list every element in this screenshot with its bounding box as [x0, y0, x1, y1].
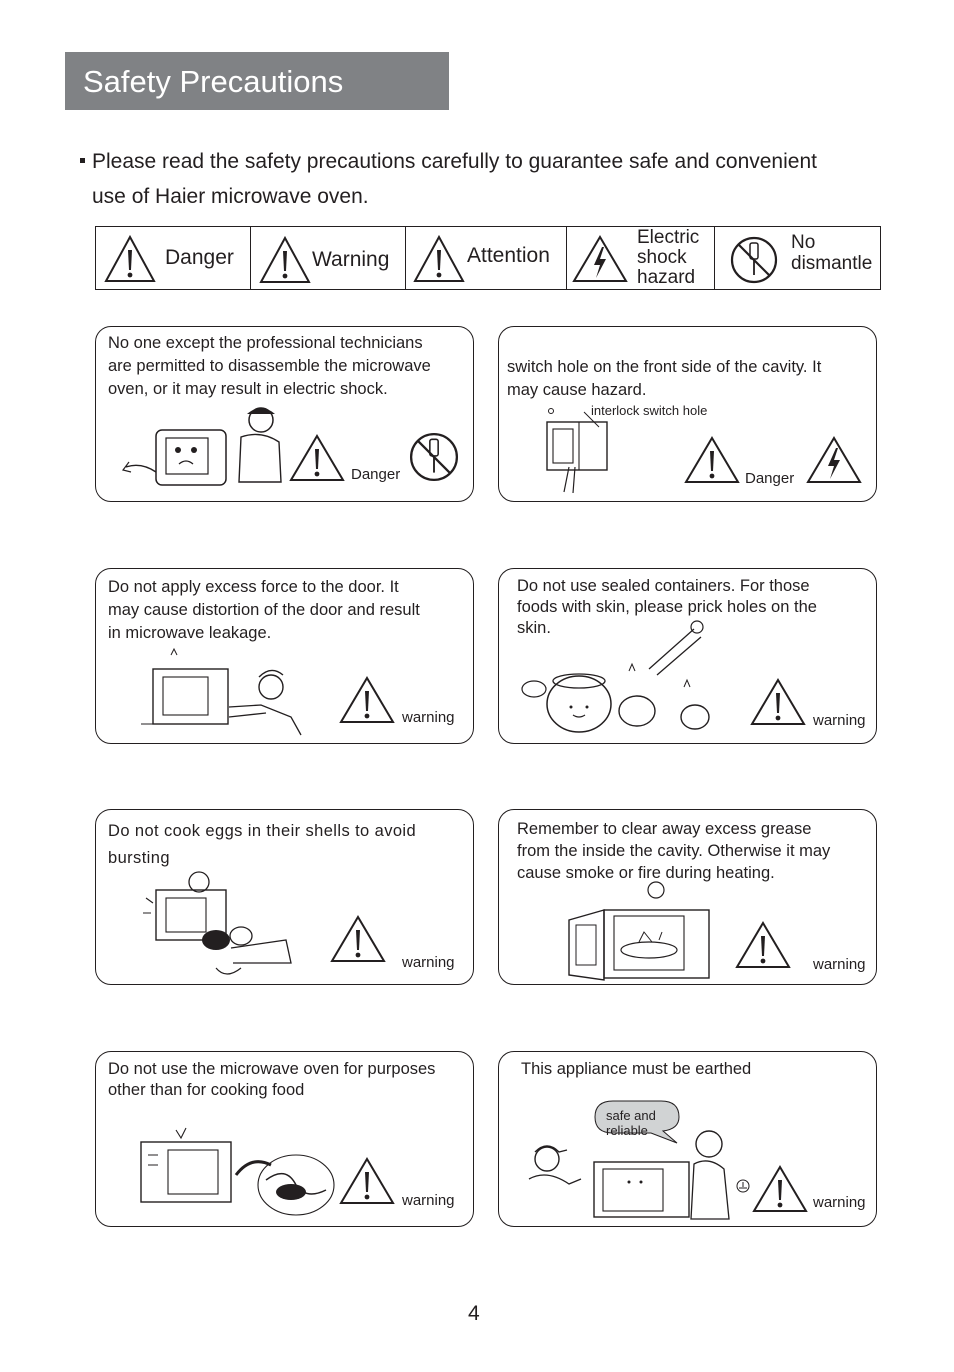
exclamation-triangle-icon [258, 235, 312, 285]
technician-illustration [121, 402, 291, 497]
intro-line-2: use of Haier microwave oven. [92, 185, 369, 208]
earthing-illustration [519, 1124, 759, 1224]
box-text [517, 818, 867, 884]
legend-label-warning: Warning [312, 248, 390, 271]
signal-word: warning [813, 712, 866, 729]
precaution-box-purpose [95, 1051, 474, 1227]
box-line: oven, or it may result in electric shock. [108, 380, 388, 398]
legend-cell-no-dismantle [715, 227, 880, 289]
legend-cell-warning [251, 227, 406, 289]
exclamation-triangle-icon [338, 675, 396, 725]
legend-cell-attention [406, 227, 567, 289]
precaution-box-earthed [498, 1051, 877, 1227]
box-line: cause smoke or fire during heating. [517, 864, 775, 882]
box-text [108, 576, 468, 645]
signal-word: warning [402, 709, 455, 726]
signal-word: Danger [351, 466, 401, 483]
box-line: skin. [517, 619, 551, 637]
box-text [521, 1058, 861, 1081]
title-bar [65, 52, 449, 110]
exclamation-triangle-icon [749, 677, 807, 727]
legend-label-dismantle: dismantle [791, 253, 873, 274]
symbol-legend [95, 226, 881, 290]
precaution-box-eggs [95, 809, 474, 985]
signal-word: Danger [745, 470, 795, 487]
legend-label-danger: Danger [165, 246, 234, 269]
no-dismantle-icon [408, 431, 460, 483]
box-text [507, 356, 873, 402]
box-line: may cause hazard. [507, 381, 647, 399]
box-line: Do not use the microwave oven for purposes [108, 1060, 436, 1078]
signal-word: warning [813, 1194, 866, 1211]
illustration-caption: interlock switch hole [591, 403, 708, 418]
box-line: Do not apply excess force to the door. It [108, 578, 399, 596]
no-dismantle-icon [729, 235, 779, 285]
signal-word: warning [402, 1192, 455, 1209]
precaution-box-interlock [498, 326, 877, 502]
precaution-box-sealed-containers [498, 568, 877, 744]
intro-line-1: Please read the safety precautions carefully to guarantee safe and convenient [92, 150, 817, 173]
legend-label-no: No [791, 232, 816, 253]
bubble-line: safe and [606, 1108, 656, 1123]
page-number: 4 [468, 1302, 480, 1325]
precaution-box-disassemble [95, 326, 474, 502]
box-line: switch hole on the front side of the cavity. It [507, 358, 822, 376]
legend-cell-electric-shock [567, 227, 715, 289]
box-line: in microwave leakage. [108, 624, 272, 642]
legend-cell-danger [96, 227, 251, 289]
box-text [108, 332, 468, 401]
page-title: Safety Precautions [83, 64, 344, 99]
box-line: bursting [108, 849, 170, 867]
box-line: may cause distortion of the door and result [108, 601, 420, 619]
signal-word: warning [813, 956, 866, 973]
exclamation-triangle-icon [683, 435, 741, 485]
box-line: foods with skin, please prick holes on the [517, 598, 817, 616]
signal-word: warning [402, 954, 455, 971]
exclamation-triangle-icon [412, 234, 466, 284]
box-line: Do not cook eggs in their shells to avoid [108, 822, 417, 840]
exclamation-triangle-icon [734, 920, 792, 970]
sealed-container-illustration [519, 609, 729, 739]
legend-label-electric: Electric [637, 227, 700, 248]
box-line: from the inside the cavity. Otherwise it may [517, 842, 831, 860]
bubble-line: reliable [606, 1123, 648, 1138]
exclamation-triangle-icon [329, 914, 387, 964]
interlock-illustration [539, 407, 619, 497]
box-line: Remember to clear away excess grease [517, 820, 812, 838]
exclamation-triangle-icon [288, 433, 346, 483]
box-line: No one except the professional technicians [108, 334, 423, 352]
box-text [108, 818, 468, 872]
legend-label-attention: Attention [467, 244, 550, 267]
eggs-illustration [141, 868, 301, 983]
box-line: other than for cooking food [108, 1081, 305, 1099]
grease-illustration [564, 880, 714, 980]
lightning-triangle-icon [571, 234, 629, 284]
box-line: This appliance must be earthed [521, 1060, 752, 1078]
door-force-illustration [141, 647, 321, 739]
legend-label-shock: shock [637, 247, 687, 268]
lightning-triangle-icon [805, 435, 863, 485]
exclamation-triangle-icon [751, 1164, 809, 1214]
exclamation-triangle-icon [338, 1156, 396, 1206]
box-text [108, 1059, 472, 1101]
box-line: are permitted to disassemble the microwave [108, 357, 431, 375]
precaution-box-door-force [95, 568, 474, 744]
purpose-illustration [136, 1120, 336, 1220]
precaution-box-grease [498, 809, 877, 985]
exclamation-triangle-icon [103, 234, 157, 284]
bullet-marker [80, 158, 85, 163]
legend-label-hazard: hazard [637, 267, 696, 288]
box-line: Do not use sealed containers. For those [517, 577, 810, 595]
